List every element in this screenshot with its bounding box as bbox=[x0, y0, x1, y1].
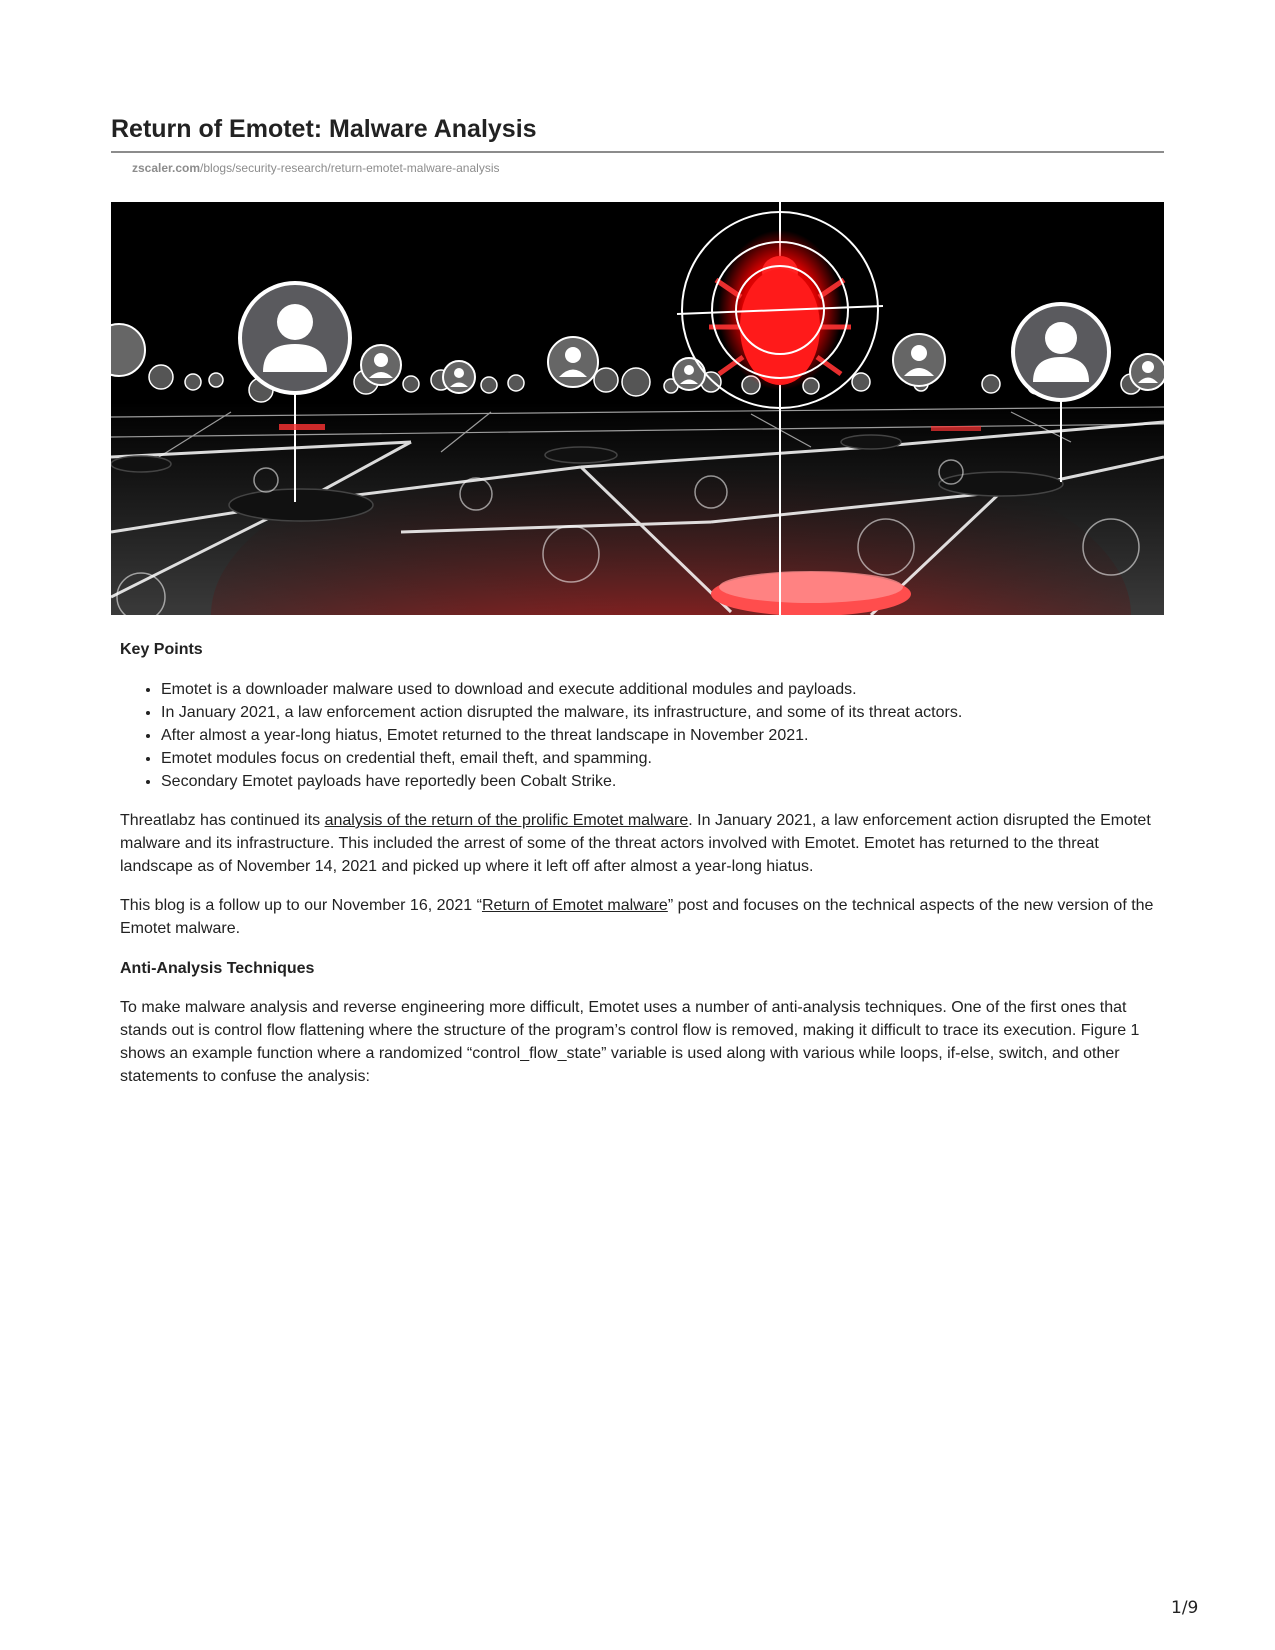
analysis-link[interactable]: analysis of the return of the prolific Emotet malware bbox=[324, 812, 689, 829]
hero-image bbox=[111, 202, 1164, 615]
intro-text-end: . In January 2021, a law enforcement action disrupted the Emotet malware and its infrastructure. This included the arrest of some of the threat actors involved with Emotet. Emotet has returned to the threat landscape as of November 14, 2021 and picked up where it left off after almost a year-long hiatus. bbox=[120, 812, 1151, 875]
followup-text-end: ” post and focuses on the technical aspects of the new version of the Emotet malware. bbox=[120, 897, 1154, 937]
anti-analysis-paragraph: To make malware analysis and reverse engineering more difficult, Emotet uses a number of anti-analysis techniques. One of the first ones that stands out is control flow flattening where the structure of the program’s control flow is removed, making it difficult to trace its execution. Figure 1 shows an example function where a randomized “control_flow_state” variable is used along with various while loops, if-else, switch, and other statements to confuse the analysis: bbox=[120, 999, 1140, 1085]
source-url[interactable] bbox=[132, 160, 499, 176]
title-divider bbox=[111, 151, 1164, 153]
list-item: • After almost a year-long hiatus, Emotet returned to the threat landscape in November 2021. bbox=[161, 724, 1160, 747]
intro-paragraph bbox=[120, 809, 1160, 878]
list-item: • In January 2021, a law enforcement action disrupted the malware, its infrastructure, and some of its threat actors. bbox=[161, 701, 1160, 724]
anti-analysis-heading: Anti-Analysis Techniques bbox=[120, 960, 315, 977]
page-number: 1/9 bbox=[1171, 1598, 1199, 1618]
source-path: /blogs/security-research/return-emotet-malware-analysis bbox=[200, 161, 500, 175]
intro-text-start: Threatlabz has continued its bbox=[120, 812, 325, 829]
followup-paragraph bbox=[120, 894, 1160, 940]
list-item: • Emotet modules focus on credential theft, email theft, and spamming. bbox=[161, 747, 1160, 770]
list-item: • Emotet is a downloader malware used to download and execute additional modules and payloads. bbox=[161, 678, 1160, 701]
user-avatar-icon bbox=[361, 345, 401, 385]
key-points-heading: Key Points bbox=[120, 641, 203, 658]
key-points-list bbox=[120, 678, 1160, 793]
network-illustration bbox=[111, 202, 1164, 615]
return-of-emotet-link[interactable]: Return of Emotet malware bbox=[481, 897, 668, 914]
article-body bbox=[120, 638, 1160, 1088]
followup-text-start: This blog is a follow up to our November 16, 2021 “ bbox=[120, 897, 482, 914]
list-item: • Secondary Emotet payloads have reportedly been Cobalt Strike. bbox=[161, 770, 1160, 793]
source-domain: zscaler.com bbox=[132, 161, 201, 175]
page-title: Return of Emotet: Malware Analysis bbox=[111, 115, 537, 143]
